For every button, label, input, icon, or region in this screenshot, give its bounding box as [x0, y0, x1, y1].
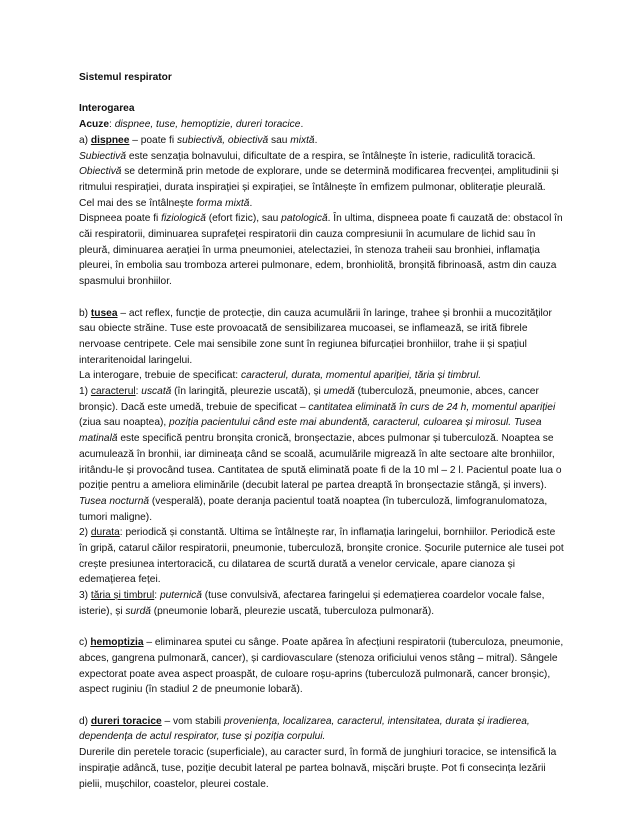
dispnee-objective: Obiectivă se determină prin metode de explorare, unde se determină modificarea frecvenței, amplitudinii și ritmului respirației, durata inspirației și expirației, se întâlnește în emfizem pulmonar, obliterație pleurală. — [79, 166, 559, 193]
section-heading: Interogarea — [79, 103, 135, 115]
document-page — [79, 70, 565, 792]
dureri-description: Durerile din peretele toracic (superficiale), au caracter surd, în formă de junghiuri toracice, se intensifică la inspirație adâncă, tuse, poziție decubit lateral pe partea bolnavă, mișcări bruște. Pot fi consecința lezării pielii, mușchilor, coastelor, pleurei costale. — [79, 747, 557, 790]
document-title: Sistemul respirator — [79, 72, 172, 83]
acuze-paragraph: Acuze: dispnee, tuse, hemoptizie, dureri toracice. — [79, 119, 304, 131]
dispnee-common: Cel mai des se întâlnește forma mixtă. — [79, 197, 253, 209]
hemoptizia-paragraph: c) hemoptizia – eliminarea sputei cu sânge. Poate apărea în afecțiuni respiratorii (tuberculoza, pneumonie, abces, gangrena pulmonară, cancer), și cardiovasculare (stenoza orificiului venos stâng – mitral). Sângele expectorat poate avea aspect proaspăt, de culoare roșu-aprins (tuberculoză pulmonară, cancer bronșic), aspect ruginiu (în stadiul 2 de pneumonie lobară). — [79, 637, 564, 696]
tusea-caracterul: 1) caracterul: uscată (în laringită, pleurezie uscată), și umedă (tuberculoză, pneumonie, abces, cancer bronșic). Dacă este umedă, trebuie de specificat – cantitatea eliminată în curs de 24 h, momentul apariției (ziua sau noaptea), poziția pacientului când este mai abundentă, caracterul, culoarea și mirosul. Tusea matinală este specifică pentru bronșita cronică, bronșectazie, abces pulmonar și tuberculoză. Noaptea se acumulează în bronhii, iar dimineața când se scoală, acumulările migrează în alte sectoare alte bronhiilor, iritându-le și provocând tusea. Cantitatea de spută eliminată poate fi de la 10 ml – 2 l. Pacientul poate lua o poziție pentru a ameliora eliminările (decubit lateral pe partea dreaptă în bronșectazie stângă, și invers). Tusea nocturnă (vesperală), poate deranja pacientul toată noaptea (în tuberculoză, limfogranulomatoza, tumori maligne). — [79, 386, 562, 523]
dispnee-subjective: Subiectivă este senzația bolnavului, dificultate de a respira, se întâlnește în isterie, radiculită toracică. — [79, 150, 536, 162]
dispnee-intro: a) dispnee – poate fi subiectivă, obiectivă sau mixtă. — [79, 134, 318, 146]
spacer — [79, 290, 565, 306]
dispnee-causes: Dispneea poate fi fiziologică (efort fizic), sau patologică. În ultima, dispneea poate fi cauzată de: obstacol în căi respiratorii, diminuarea suprafeței respiratorii din cauza compresiunii în acumulare de lichid sau în pleură, diminuarea aerației în urma pneumoniei, atelectaziei, în stenoza traheii sau bronhiei, inflamația pleurei, în embolia sau tromboza arterei pulmonare, edem, bronhiolită, bronșită fibrinoasă, astm din cauza spasmului bronhiilor. — [79, 213, 563, 288]
tusea-durata: 2) durata: periodică și constantă. Ultima se întâlnește rar, în inflamația laringelui, bornhiilor. Periodică este în gripă, catarul căilor respiratorii, pneumonie, tuberculoză, bronșite cronice. Șocurile puternice ale tusei pot crește presiunea intertoracică, cu dilatarea de scurtă durată a venelor cervicale, apare cianoza și edemațierea feței. — [79, 527, 564, 586]
tusea-taria: 3) tăria și timbrul: puternică (tuse convulsivă, afectarea faringelui și edemațierea coardelor vocale false, isterie), și surdă (pneumonie lobară, pleurezie uscată, tuberculoza pulmonară). — [79, 590, 545, 617]
spacer — [79, 698, 565, 714]
spacer — [79, 86, 565, 102]
tusea-intro: b) tusea – act reflex, funcție de protecție, din cauza acumulării în laringe, trahee și bronhii a mucozităților sau obiecte străine. Tuse este provoacată de sensibilizarea mucoasei, se inflamează, se irită fibrele nervoase centripete. Cele mai sensibile zone sunt în regiunea bifurcației bronhiilor, trahe ii și spațiul interaritenoidal laringelui. — [79, 307, 552, 366]
dureri-intro: d) dureri toracice – vom stabili proveniența, localizarea, caracterul, intensitatea, durata și iradierea, dependența de actul respirator, tuse și poziția corpului. — [79, 715, 530, 743]
spacer — [79, 620, 565, 636]
tusea-interogare: La interogare, trebuie de specificat: caracterul, durata, momentul apariției, tăria și timbrul. — [79, 370, 482, 382]
